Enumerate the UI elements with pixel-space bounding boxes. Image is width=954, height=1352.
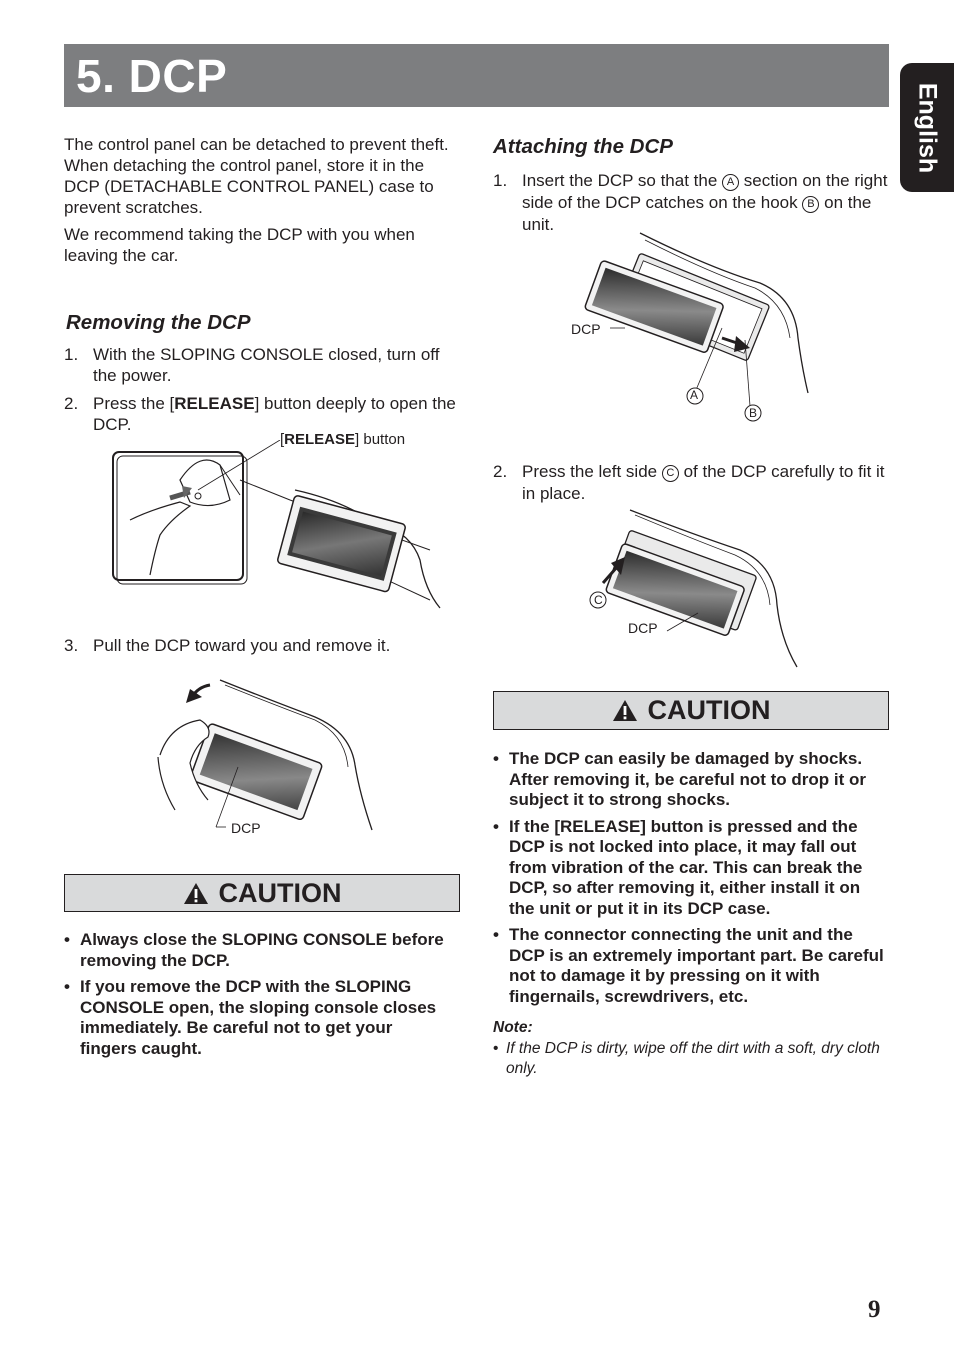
release-button-callout: [RELEASE] button: [280, 431, 406, 448]
warning-icon: [183, 882, 209, 905]
removing-heading: Removing the DCP: [66, 311, 251, 334]
removing-step-1: 1. With the SLOPING CONSOLE closed, turn off the power.: [64, 345, 440, 385]
mark-c: C: [662, 465, 679, 482]
left-column: [64, 134, 460, 435]
intro-paragraph-2: We recommend taking the DCP with you when leaving the car.: [64, 225, 415, 265]
title-banner: [64, 44, 889, 107]
removing-step-3: 3. Pull the DCP toward you and remove it.: [64, 636, 391, 655]
page-number: 9: [868, 1296, 881, 1323]
attaching-step-2: 2. Press the left side C of the DCP carefully to fit it in place.: [493, 462, 885, 503]
note-section: [493, 1019, 889, 1079]
dcp-label-remove: DCP: [231, 820, 261, 836]
release-illustration: [110, 440, 450, 615]
removing-step-2: 2. Press the [RELEASE] button deeply to open the DCP.: [64, 394, 456, 434]
note-title: Note:: [493, 1019, 533, 1036]
caution-box-right: [493, 691, 889, 730]
warning-icon: [612, 699, 638, 722]
note-text: • If the DCP is dirty, wipe off the dirt with a soft, dry cloth only.: [493, 1039, 889, 1079]
language-tab-label: English: [913, 82, 942, 173]
removing-steps-cont: [64, 635, 460, 656]
caution-left-item-2: • If you remove the DCP with the SLOPING CONSOLE open, the sloping console closes immediately. Be careful not to get your fingers caught.: [64, 977, 444, 1059]
dcp-label-attach-2: DCP: [628, 620, 658, 636]
mark-b: B: [802, 196, 819, 213]
attaching-steps: [493, 170, 889, 236]
caution-right-item-2: • If the [RELEASE] button is pressed and the DCP is not locked into place, it may fall out from vibration of the car. This can break the DCP, so after removing it, either install it on the unit or put it in its DCP case.: [493, 817, 889, 920]
attach-step2-illustration: [585, 505, 805, 675]
label-b: B: [749, 406, 758, 420]
language-tab: [900, 63, 954, 192]
attaching-heading: Attaching the DCP: [493, 135, 673, 158]
label-a: A: [690, 388, 699, 402]
remove-dcp-illustration: [150, 675, 380, 840]
caution-label-left: CAUTION: [218, 877, 342, 908]
caution-right-item-3: • The connector connecting the unit and the DCP is an extremely important part. Be careful not to damage it by pressing on it with fingernails, screwdrivers, etc.: [493, 925, 889, 1007]
caution-right-item-1: • The DCP can easily be damaged by shocks. After removing it, be careful not to drop it or subject it to strong shocks.: [493, 749, 889, 811]
caution-left-item-1: • Always close the SLOPING CONSOLE before removing the DCP.: [64, 930, 444, 971]
label-c: C: [594, 593, 603, 607]
page-title: 5. DCP: [76, 50, 228, 102]
mark-a: A: [722, 174, 739, 191]
attaching-step-1: 1. Insert the DCP so that the A section on the right side of the DCP catches on the hook B on the unit.: [493, 171, 888, 234]
right-column: [493, 134, 889, 236]
dcp-label-attach-1: DCP: [571, 321, 601, 337]
removing-steps: [64, 344, 460, 435]
intro-paragraph-1: The control panel can be detached to prevent theft. When detaching the control panel, store it in the DCP (DETACHABLE CONTROL PANEL) case to prevent scratches.: [64, 135, 449, 217]
caution-label-right: CAUTION: [647, 695, 771, 725]
caution-list-left: [64, 930, 444, 1065]
attaching-steps-cont: [493, 461, 889, 505]
caution-list-right: [493, 749, 889, 1013]
caution-box-left: [64, 874, 460, 912]
